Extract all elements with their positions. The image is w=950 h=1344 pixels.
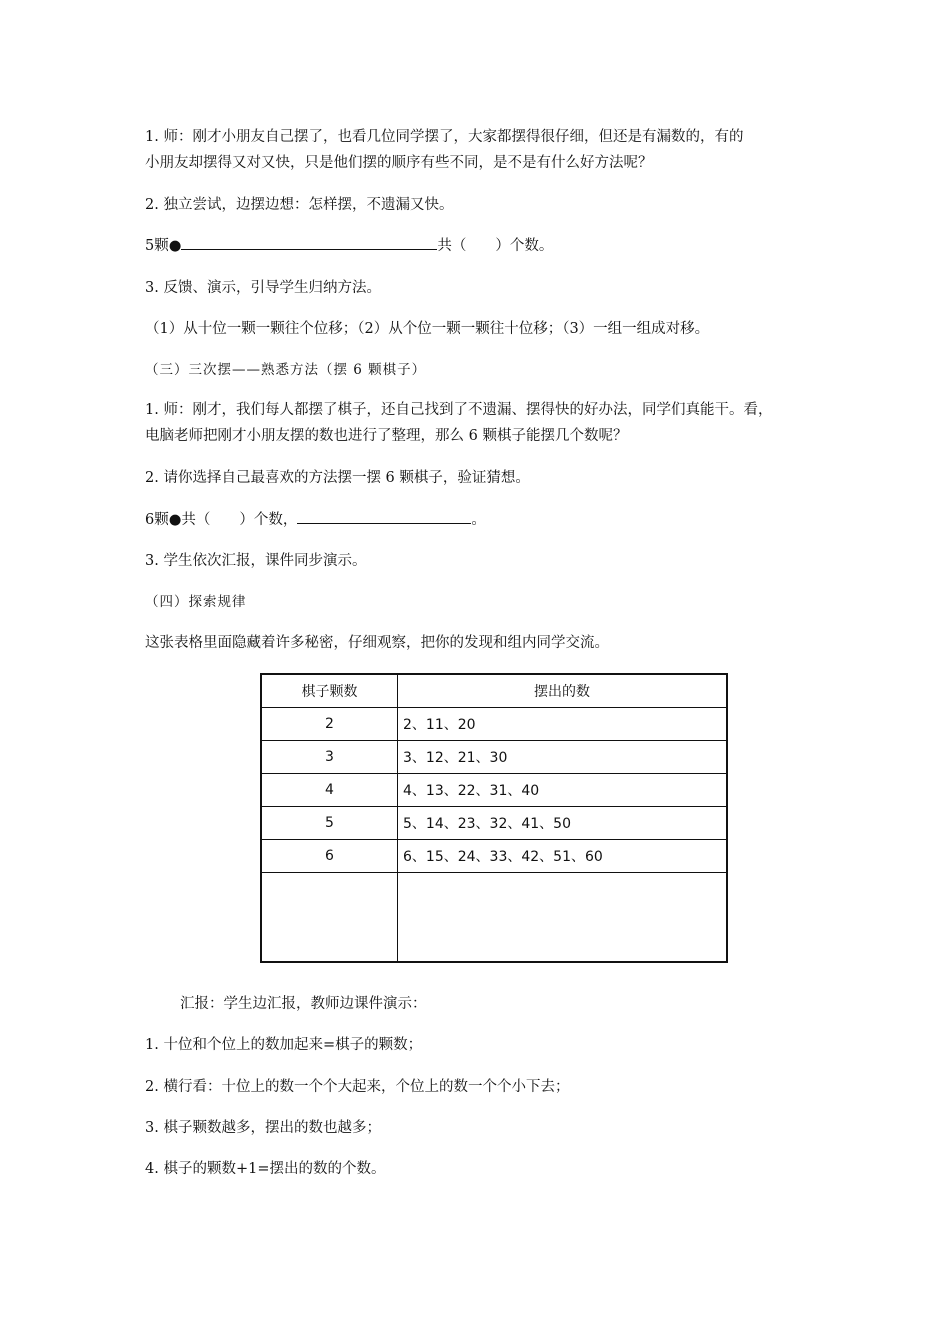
paragraph-teacher-praise (145, 397, 772, 449)
fill-suffix: 共（ ）个数。 (437, 238, 554, 254)
section-heading-four: （四）探索规律 (145, 594, 247, 610)
table-row-empty (261, 873, 727, 963)
paragraph-table-intro: 这张表格里面隐藏着许多秘密，仔细观察，把你的发现和组内同学交流。 (145, 635, 609, 651)
answer-blank[interactable] (297, 509, 471, 524)
section-heading-three: （三）三次摆——熟悉方法（摆 6 颗棋子） (145, 362, 427, 378)
finding-item: 4. 棋子的颗数+1=摆出的数的个数。 (145, 1161, 386, 1177)
column-header-pieces: 棋子颗数 (261, 674, 398, 708)
text-line: 电脑老师把刚才小朋友摆的数也进行了整理，那么 6 颗棋子能摆几个数呢？ (145, 428, 628, 444)
fill-suffix: 。 (471, 512, 486, 528)
finding-item: 3. 棋子颗数越多，摆出的数也越多； (145, 1120, 381, 1136)
cell-numbers-empty[interactable] (398, 873, 728, 963)
table-row (261, 807, 727, 840)
text-line: 1. 师：刚才，我们每人都摆了棋子，还自己找到了不遗漏、摆得快的好办法，同学们真能干。看， (145, 402, 773, 418)
cell-numbers: 6、15、24、33、42、51、60 (398, 840, 728, 873)
fill-prefix: 6颗●共（ ）个数， (145, 512, 298, 528)
cell-numbers: 2、11、20 (398, 708, 728, 741)
table-row (261, 774, 727, 807)
cell-numbers: 3、12、21、30 (398, 741, 728, 774)
fill-in-six-pieces (145, 509, 486, 531)
paragraph-students-report: 3. 学生依次汇报，课件同步演示。 (145, 553, 367, 569)
cell-pieces: 6 (261, 840, 398, 873)
finding-item: 2. 横行看：十位上的数一个个大起来，个位上的数一个个小下去； (145, 1079, 570, 1095)
cell-pieces: 2 (261, 708, 398, 741)
table-row (261, 840, 727, 873)
paragraph-feedback: 3. 反馈、演示，引导学生归纳方法。 (145, 280, 381, 296)
cell-pieces: 4 (261, 774, 398, 807)
text-line: 1. 师：刚才小朋友自己摆了，也看几位同学摆了，大家都摆得很仔细，但还是有漏数的，有的 (145, 129, 744, 145)
cell-pieces-empty[interactable] (261, 873, 398, 963)
cell-pieces: 3 (261, 741, 398, 774)
fill-prefix: 5颗● (145, 238, 182, 254)
text-line: 小朋友却摆得又对又快，只是他们摆的顺序有些不同，是不是有什么好方法呢？ (145, 155, 653, 171)
paragraph-try-independently: 2. 独立尝试，边摆边想：怎样摆，不遗漏又快。 (145, 197, 454, 213)
finding-item: 1. 十位和个位上的数加起来=棋子的颗数； (145, 1037, 423, 1053)
paragraph-methods: （1）从十位一颗一颗往个位移；（2）从个位一颗一颗往十位移；（3）一组一组成对移。 (145, 321, 710, 337)
cell-pieces: 5 (261, 807, 398, 840)
table-header-row (261, 674, 727, 708)
paragraph-report-intro: 汇报：学生边汇报，教师边课件演示： (180, 996, 427, 1012)
table-row (261, 741, 727, 774)
answer-blank[interactable] (181, 235, 437, 250)
cell-numbers: 4、13、22、31、40 (398, 774, 728, 807)
fill-in-five-pieces (145, 235, 553, 257)
paragraph-teacher-question (145, 124, 743, 176)
paragraph-choose-method: 2. 请你选择自己最喜欢的方法摆一摆 6 颗棋子，验证猜想。 (145, 470, 530, 486)
cell-numbers: 5、14、23、32、41、50 (398, 807, 728, 840)
pieces-numbers-table (260, 673, 728, 963)
column-header-numbers: 摆出的数 (398, 674, 728, 708)
table-row (261, 708, 727, 741)
